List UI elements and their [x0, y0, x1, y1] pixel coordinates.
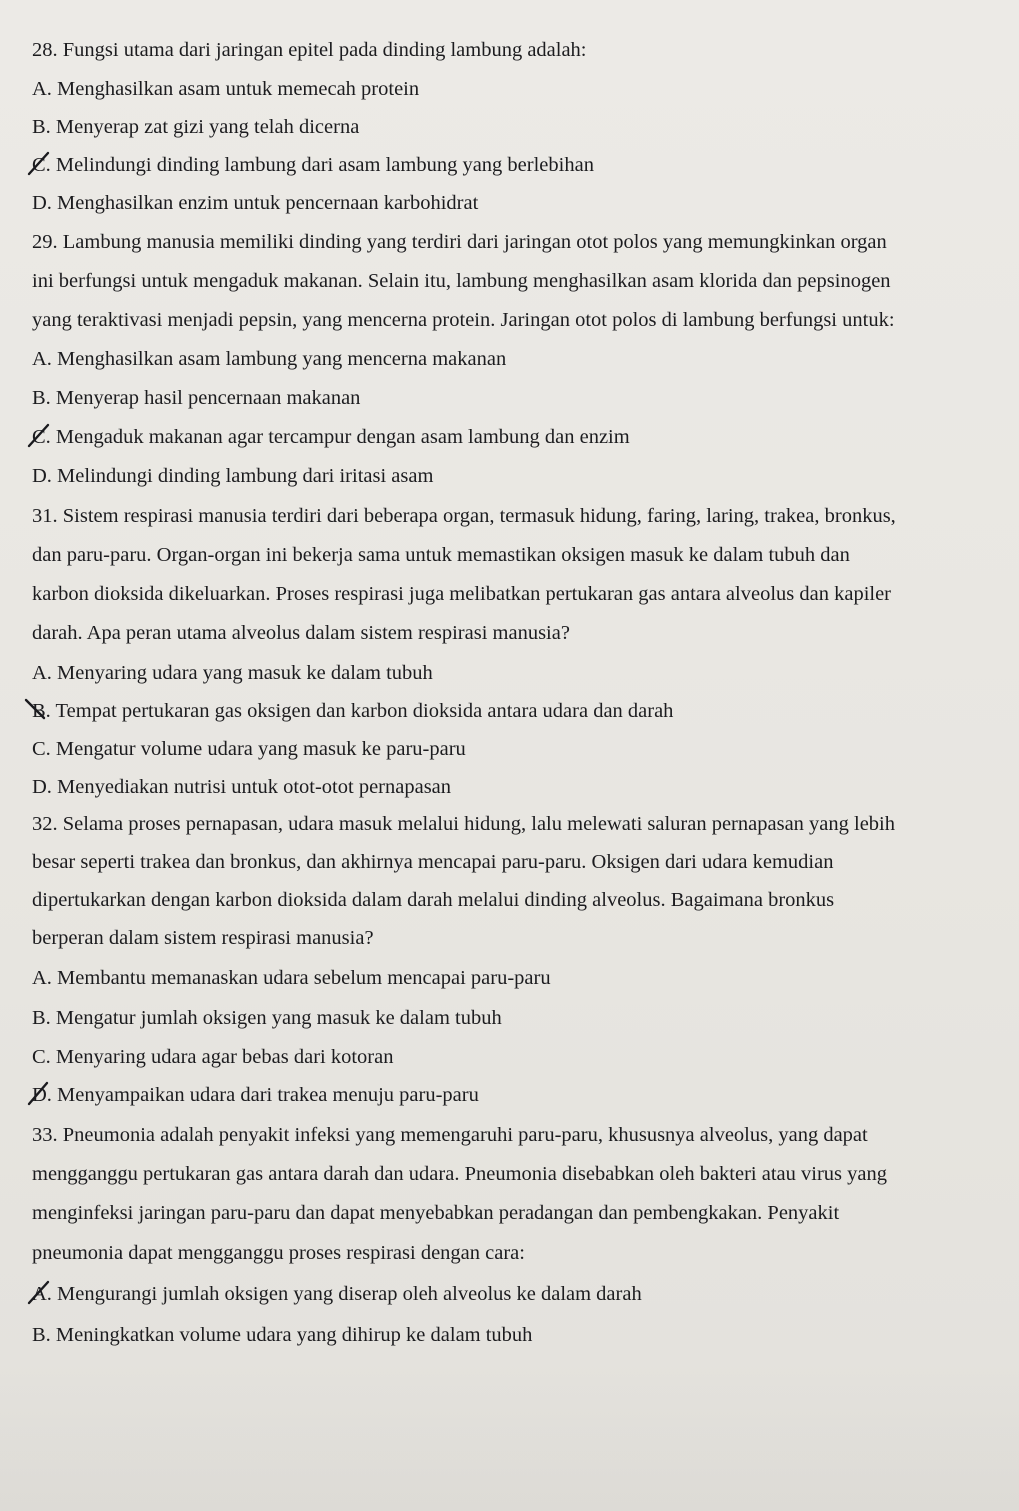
answer-mark-31-b [24, 696, 50, 722]
question-29-stem-line-1: 29. Lambung manusia memiliki dinding yang terdiri dari jaringan otot polos yang memungkinkan organ [32, 231, 887, 253]
question-31-stem-line-1: 31. Sistem respirasi manusia terdiri dari beberapa organ, termasuk hidung, faring, laring, trakea, bronkus, [32, 505, 896, 527]
question-28-option-a: A. Menghasilkan asam untuk memecah protein [32, 78, 420, 100]
question-32-stem-line-2: besar seperti trakea dan bronkus, dan akhirnya mencapai paru-paru. Oksigen dari udara kemudian [32, 851, 834, 873]
question-33-stem-line-2: mengganggu pertukaran gas antara darah dan udara. Pneumonia disebabkan oleh bakteri atau virus yang [32, 1163, 887, 1185]
answer-mark-32-d [26, 1080, 52, 1106]
question-29-stem-line-3: yang teraktivasi menjadi pepsin, yang mencerna protein. Jaringan otot polos di lambung berfungsi untuk: [32, 309, 895, 331]
answer-mark-33-a [26, 1279, 52, 1305]
question-29-option-d: D. Melindungi dinding lambung dari iritasi asam [32, 465, 434, 487]
question-31-stem-line-2: dan paru-paru. Organ-organ ini bekerja sama untuk memastikan oksigen masuk ke dalam tubuh dan [32, 544, 850, 566]
answer-mark-28-c [26, 150, 52, 176]
question-32-stem-line-4: berperan dalam sistem respirasi manusia? [32, 927, 374, 949]
question-33-stem-line-4: pneumonia dapat mengganggu proses respirasi dengan cara: [32, 1242, 525, 1264]
question-32-stem-line-3: dipertukarkan dengan karbon dioksida dalam darah melalui dinding alveolus. Bagaimana bronkus [32, 889, 835, 911]
question-33-stem-line-3: menginfeksi jaringan paru-paru dan dapat menyebabkan peradangan dan pembengkakan. Penyakit [32, 1202, 840, 1224]
question-31-option-b: B. Tempat pertukaran gas oksigen dan karbon dioksida antara udara dan darah [32, 700, 674, 722]
question-31-option-d: D. Menyediakan nutrisi untuk otot-otot pernapasan [32, 776, 452, 798]
question-32-option-c: C. Menyaring udara agar bebas dari kotoran [32, 1046, 394, 1068]
paper-shadow [0, 1360, 1019, 1511]
question-32-stem-line-1: 32. Selama proses pernapasan, udara masuk melalui hidung, lalu melewati saluran pernapasan yang lebih [32, 813, 896, 835]
question-33-option-b: B. Meningkatkan volume udara yang dihirup ke dalam tubuh [32, 1324, 533, 1346]
question-28-option-d: D. Menghasilkan enzim untuk pencernaan karbohidrat [32, 192, 479, 214]
question-28-option-c: C. Melindungi dinding lambung dari asam lambung yang berlebihan [32, 154, 594, 176]
question-33-option-a: A. Mengurangi jumlah oksigen yang diserap oleh alveolus ke dalam darah [32, 1283, 642, 1305]
question-33-stem-line-1: 33. Pneumonia adalah penyakit infeksi yang memengaruhi paru-paru, khususnya alveolus, yang dapat [32, 1124, 868, 1146]
question-29-option-c: C. Mengaduk makanan agar tercampur dengan asam lambung dan enzim [32, 426, 630, 448]
question-31-option-a: A. Menyaring udara yang masuk ke dalam tubuh [32, 662, 433, 684]
question-28-stem: 28. Fungsi utama dari jaringan epitel pada dinding lambung adalah: [32, 39, 587, 61]
question-31-option-c: C. Mengatur volume udara yang masuk ke paru-paru [32, 738, 466, 760]
question-29-stem-line-2: ini berfungsi untuk mengaduk makanan. Selain itu, lambung menghasilkan asam klorida dan pepsinogen [32, 270, 891, 292]
question-32-option-b: B. Mengatur jumlah oksigen yang masuk ke dalam tubuh [32, 1007, 502, 1029]
question-31-stem-line-3: karbon dioksida dikeluarkan. Proses respirasi juga melibatkan pertukaran gas antara alveolus dan kapiler [32, 583, 892, 605]
question-31-stem-line-4: darah. Apa peran utama alveolus dalam sistem respirasi manusia? [32, 622, 570, 644]
question-32-option-a: A. Membantu memanaskan udara sebelum mencapai paru-paru [32, 967, 551, 989]
answer-mark-29-c [26, 422, 52, 448]
question-32-option-d: D. Menyampaikan udara dari trakea menuju paru-paru [32, 1084, 479, 1106]
question-29-option-a: A. Menghasilkan asam lambung yang mencerna makanan [32, 348, 507, 370]
question-28-option-b: B. Menyerap zat gizi yang telah dicerna [32, 116, 360, 138]
question-29-option-b: B. Menyerap hasil pencernaan makanan [32, 387, 361, 409]
